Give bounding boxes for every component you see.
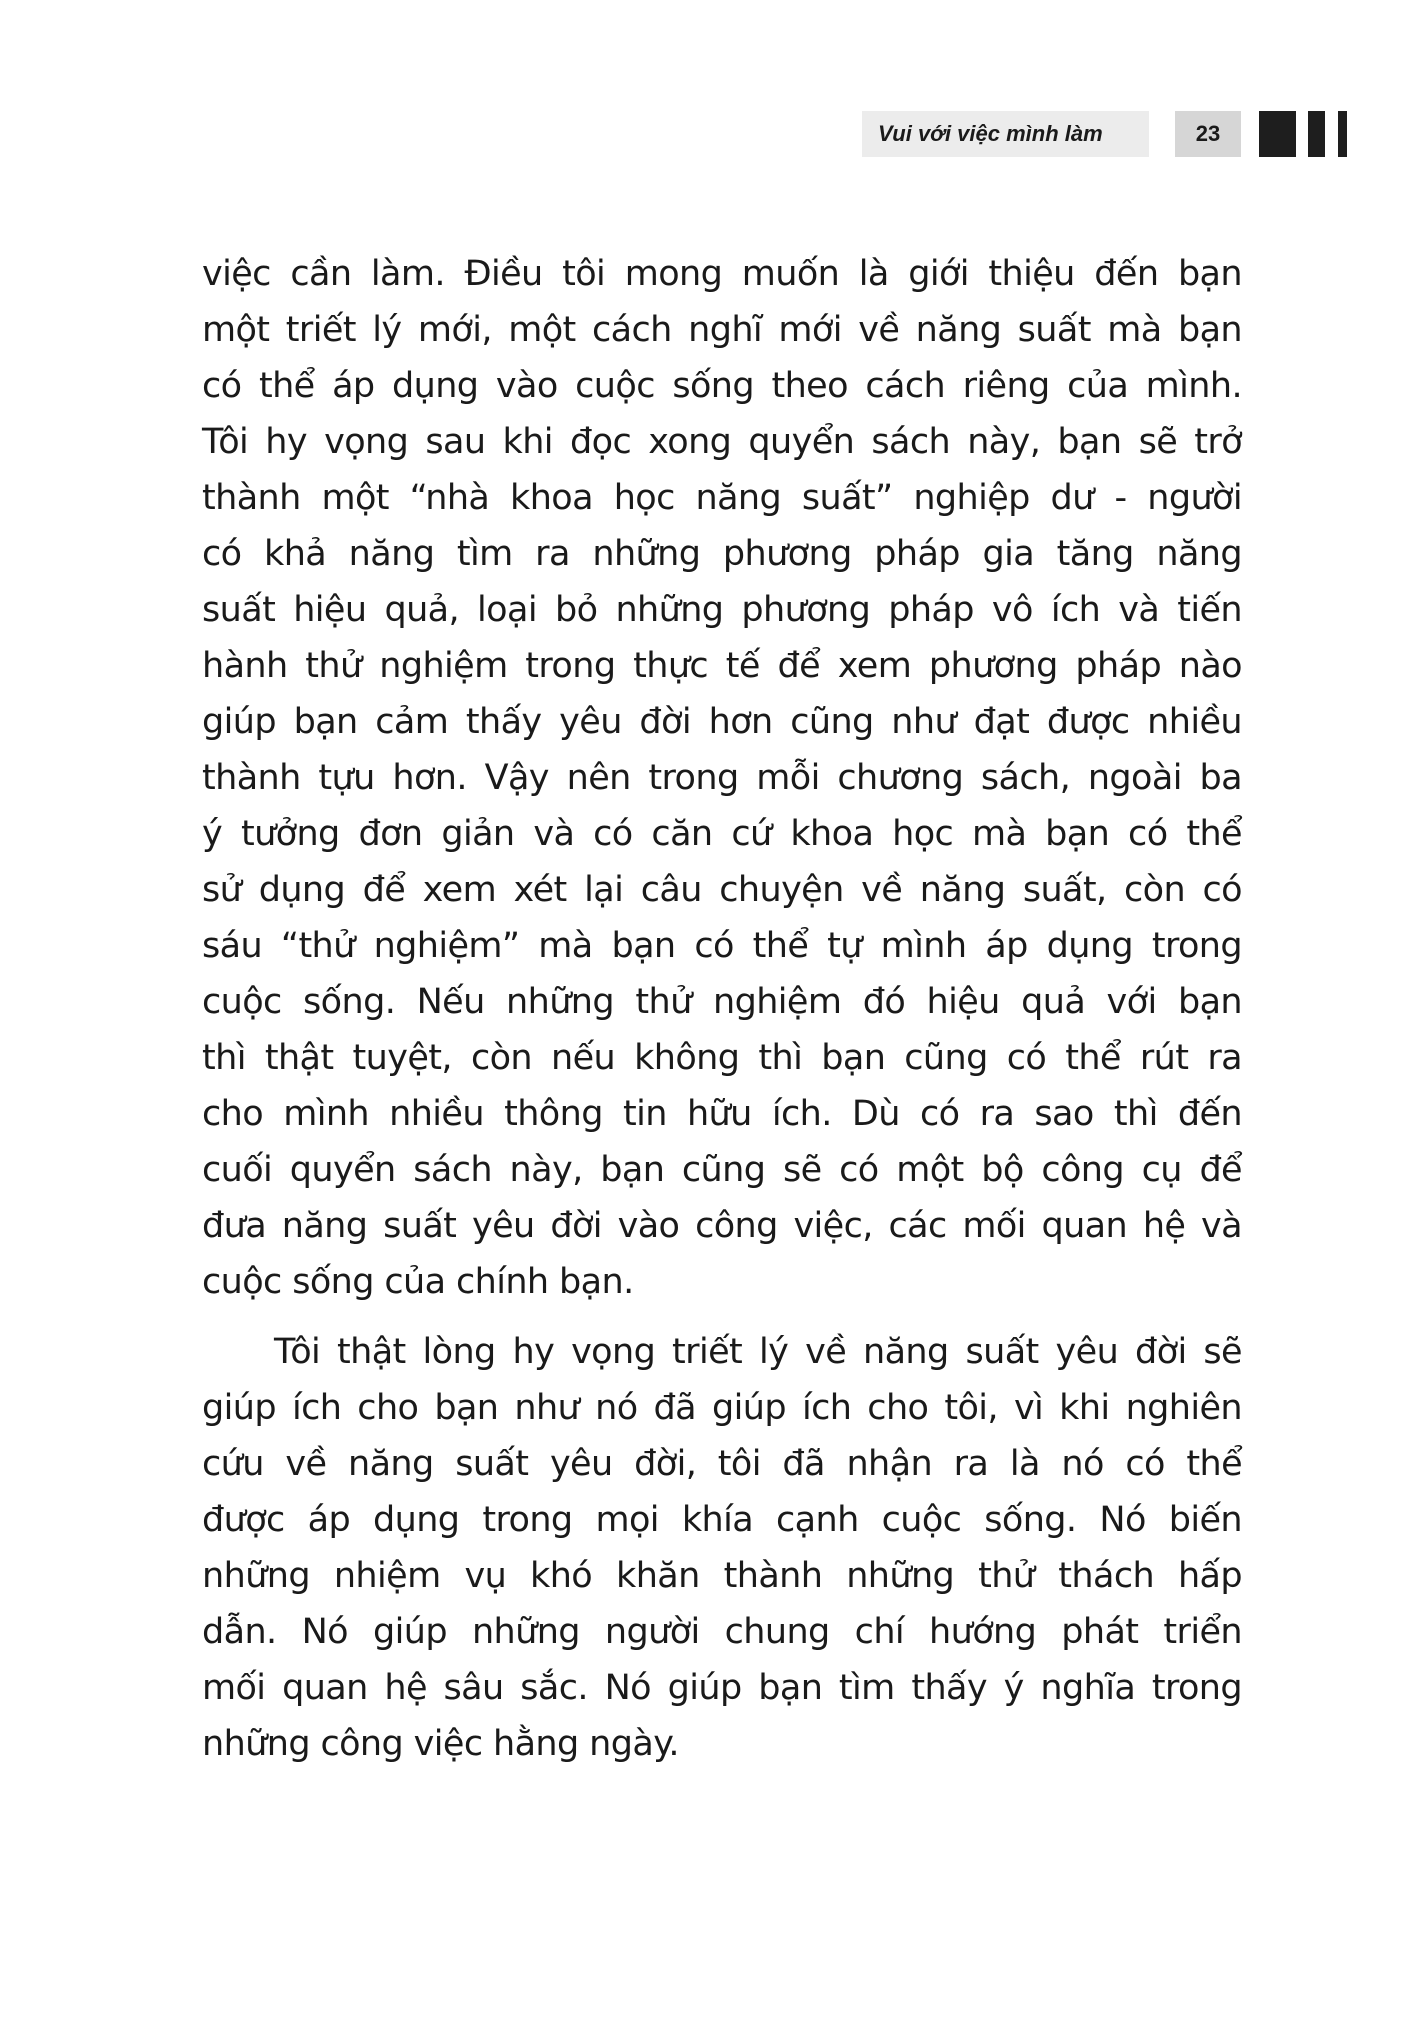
text-line: một triết lý mới, một cách nghĩ mới về năng suất mà bạn: [202, 310, 1242, 350]
bar-icon: [1338, 111, 1347, 157]
text-line: giúp ích cho bạn như nó đã giúp ích cho tôi, vì khi nghiên: [202, 1388, 1242, 1428]
text-line: việc cần làm. Điều tôi mong muốn là giới thiệu đến bạn: [202, 254, 1242, 294]
text-line: Tôi thật lòng hy vọng triết lý về năng suất yêu đời sẽ: [274, 1332, 1242, 1372]
text-line: sáu “thử nghiệm” mà bạn có thể tự mình áp dụng trong: [202, 926, 1242, 966]
bar-icon: [1308, 111, 1325, 157]
paragraph-1: [202, 246, 1242, 1310]
text-line: giúp bạn cảm thấy yêu đời hơn cũng như đạt được nhiều: [202, 702, 1242, 742]
text-line: cho mình nhiều thông tin hữu ích. Dù có ra sao thì đến: [202, 1094, 1242, 1134]
text-line: Tôi hy vọng sau khi đọc xong quyển sách này, bạn sẽ trở: [202, 422, 1242, 462]
text-line: được áp dụng trong mọi khía cạnh cuộc sống. Nó biến: [202, 1500, 1242, 1540]
text-line: cuối quyển sách này, bạn cũng sẽ có một bộ công cụ để: [202, 1150, 1242, 1190]
paragraph-2: [202, 1324, 1242, 1772]
decorative-bars: [1259, 111, 1347, 157]
bar-icon: [1259, 111, 1296, 157]
text-line: cứu về năng suất yêu đời, tôi đã nhận ra là nó có thể: [202, 1444, 1242, 1484]
running-head-title: Vui với việc mình làm: [862, 111, 1149, 157]
text-line: những công việc hằng ngày.: [202, 1724, 679, 1764]
text-line: có thể áp dụng vào cuộc sống theo cách riêng của mình.: [202, 366, 1242, 406]
text-line: thành một “nhà khoa học năng suất” nghiệp dư - người: [202, 478, 1242, 518]
text-line: sử dụng để xem xét lại câu chuyện về năng suất, còn có: [202, 870, 1242, 910]
text-line: mối quan hệ sâu sắc. Nó giúp bạn tìm thấy ý nghĩa trong: [202, 1668, 1242, 1708]
text-line: thành tựu hơn. Vậy nên trong mỗi chương sách, ngoài ba: [202, 758, 1242, 798]
text-line: hành thử nghiệm trong thực tế để xem phương pháp nào: [202, 646, 1242, 686]
text-line: cuộc sống của chính bạn.: [202, 1262, 634, 1302]
text-line: đưa năng suất yêu đời vào công việc, các mối quan hệ và: [202, 1206, 1242, 1246]
text-line: dẫn. Nó giúp những người chung chí hướng phát triển: [202, 1612, 1242, 1652]
text-line: cuộc sống. Nếu những thử nghiệm đó hiệu quả với bạn: [202, 982, 1242, 1022]
text-line: thì thật tuyệt, còn nếu không thì bạn cũng có thể rút ra: [202, 1038, 1242, 1078]
text-line: suất hiệu quả, loại bỏ những phương pháp vô ích và tiến: [202, 590, 1242, 630]
text-line: những nhiệm vụ khó khăn thành những thử thách hấp: [202, 1556, 1242, 1596]
running-head: [862, 110, 1347, 158]
page-number: 23: [1175, 111, 1241, 157]
text-line: ý tưởng đơn giản và có căn cứ khoa học mà bạn có thể: [202, 814, 1242, 854]
body-text: [202, 246, 1242, 1772]
text-line: có khả năng tìm ra những phương pháp gia tăng năng: [202, 534, 1242, 574]
